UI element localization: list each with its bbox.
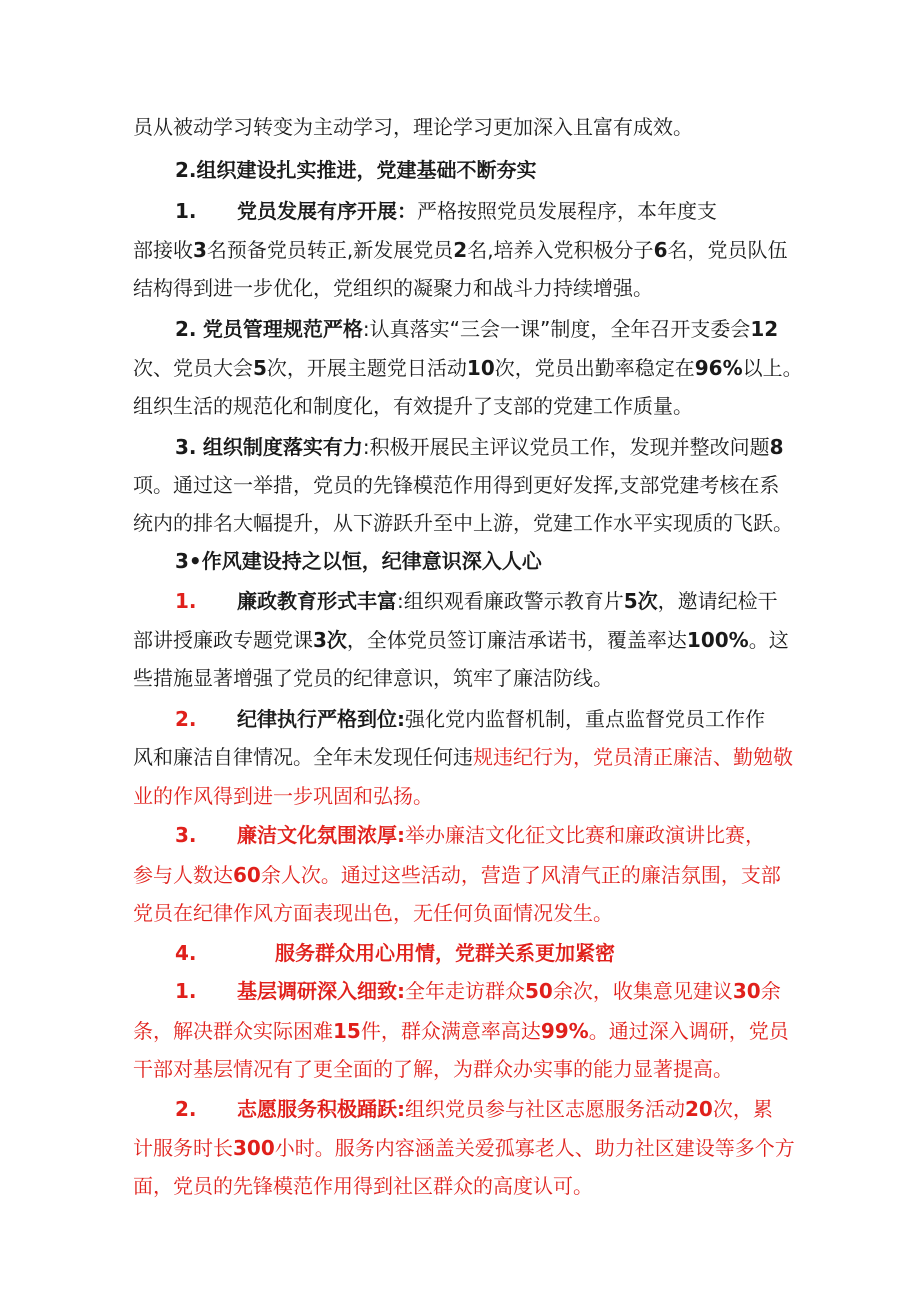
item-number: 2. <box>175 707 197 731</box>
paragraph-line: 员从被动学习转变为主动学习，理论学习更加深入且富有成效。 <box>133 115 693 139</box>
item-heading: 纪律执行严格到位: <box>237 707 405 731</box>
item-2-3-line-3: 统内的排名大幅提升，从下游跃升至中上游，党建工作水平实现质的飞跃。 <box>133 511 793 535</box>
item-number: 1. <box>175 589 197 613</box>
item-4-1-line-2: 条，解决群众实际困难15件，群众满意率高达99%。通过深入调研，党员 <box>133 1019 789 1043</box>
item-4-2-line-1: 2. 志愿服务积极踊跃:组织党员参与社区志愿服务活动20次，累 <box>175 1097 773 1121</box>
item-2-1-line-3: 结构得到进一步优化，党组织的凝聚力和战斗力持续增强。 <box>133 276 653 300</box>
section-4-title: 4. 服务群众用心用情，党群关系更加紧密 <box>175 941 615 965</box>
item-heading: 基层调研深入细致: <box>237 979 405 1003</box>
item-number: 1. <box>175 979 197 1003</box>
item-2-2-line-1: 2. 党员管理规范严格:认真落实“三会一课”制度，全年召开支委会12 <box>175 317 779 341</box>
item-2-3-line-1: 3. 组织制度落实有力:积极开展民主评议党员工作，发现并整改问题8 <box>175 435 784 459</box>
item-heading: 廉政教育形式丰富 <box>237 589 397 613</box>
item-2-1-line-2: 部接收3名预备党员转正,新发展党员2名,培养入党积极分子6名，党员队伍 <box>133 238 788 262</box>
item-number: 2. <box>175 1097 197 1121</box>
item-2-3-line-2: 项。通过这一举措，党员的先锋模范作用得到更好发挥,支部党建考核在系 <box>133 473 780 497</box>
item-3-3-line-1: 3. 廉洁文化氛围浓厚:举办廉洁文化征文比赛和廉政演讲比赛， <box>175 823 765 847</box>
item-heading: 党员发展有序开展： <box>237 199 417 223</box>
item-2-1-line-1: 1. 党员发展有序开展：严格按照党员发展程序，本年度支 <box>175 199 717 223</box>
section-number: 4. <box>175 941 197 965</box>
item-heading: 廉洁文化氛围浓厚: <box>237 823 405 847</box>
item-heading: 组织制度落实有力 <box>202 435 363 459</box>
item-3-3-line-2: 参与人数达60余人次。通过这些活动，营造了风清气正的廉洁氛围，支部 <box>133 863 781 887</box>
item-4-2-line-2: 计服务时长300小时。服务内容涵盖关爱孤寡老人、助力社区建设等多个方 <box>133 1136 795 1160</box>
item-3-3-line-3: 党员在纪律作风方面表现出色，无任何负面情况发生。 <box>133 901 613 925</box>
item-4-1-line-1: 1. 基层调研深入细致:全年走访群众50余次，收集意见建议30余 <box>175 979 781 1003</box>
item-3-1-line-2: 部讲授廉政专题党课3次，全体党员签订廉洁承诺书，覆盖率达100%。这 <box>133 628 789 652</box>
item-2-2-line-2: 次、党员大会5次，开展主题党日活动10次，党员出勤率稳定在96%以上。 <box>133 356 803 380</box>
section-2-title: 2.组织建设扎实推进，党建基础不断夯实 <box>175 158 537 182</box>
item-heading: 志愿服务积极踊跃: <box>237 1097 405 1121</box>
item-4-1-line-3: 干部对基层情况有了更全面的了解，为群众办实事的能力显著提高。 <box>133 1057 733 1081</box>
item-4-2-line-3: 面，党员的先锋模范作用得到社区群众的高度认可。 <box>133 1174 593 1198</box>
item-2-2-line-3: 组织生活的规范化和制度化，有效提升了支部的党建工作质量。 <box>133 394 693 418</box>
item-3-2-line-2: 风和廉洁自律情况。全年未发现任何违规违纪行为，党员清正廉洁、勤勉敬 <box>133 745 793 769</box>
item-3-2-line-1: 2. 纪律执行严格到位:强化党内监督机制，重点监督党员工作作 <box>175 707 765 731</box>
item-number: 1. <box>175 199 197 223</box>
item-number: 3. <box>175 823 197 847</box>
item-3-1-line-1: 1. 廉政教育形式丰富:组织观看廉政警示教育片5次，邀请纪检干 <box>175 589 778 613</box>
item-3-2-line-3: 业的作风得到进一步巩固和弘扬。 <box>133 784 433 808</box>
item-3-1-line-3: 些措施显著增强了党员的纪律意识，筑牢了廉洁防线。 <box>133 666 613 690</box>
section-3-title: 3•作风建设持之以恒，纪律意识深入人心 <box>175 549 542 573</box>
item-heading: 党员管理规范严格 <box>202 317 363 341</box>
